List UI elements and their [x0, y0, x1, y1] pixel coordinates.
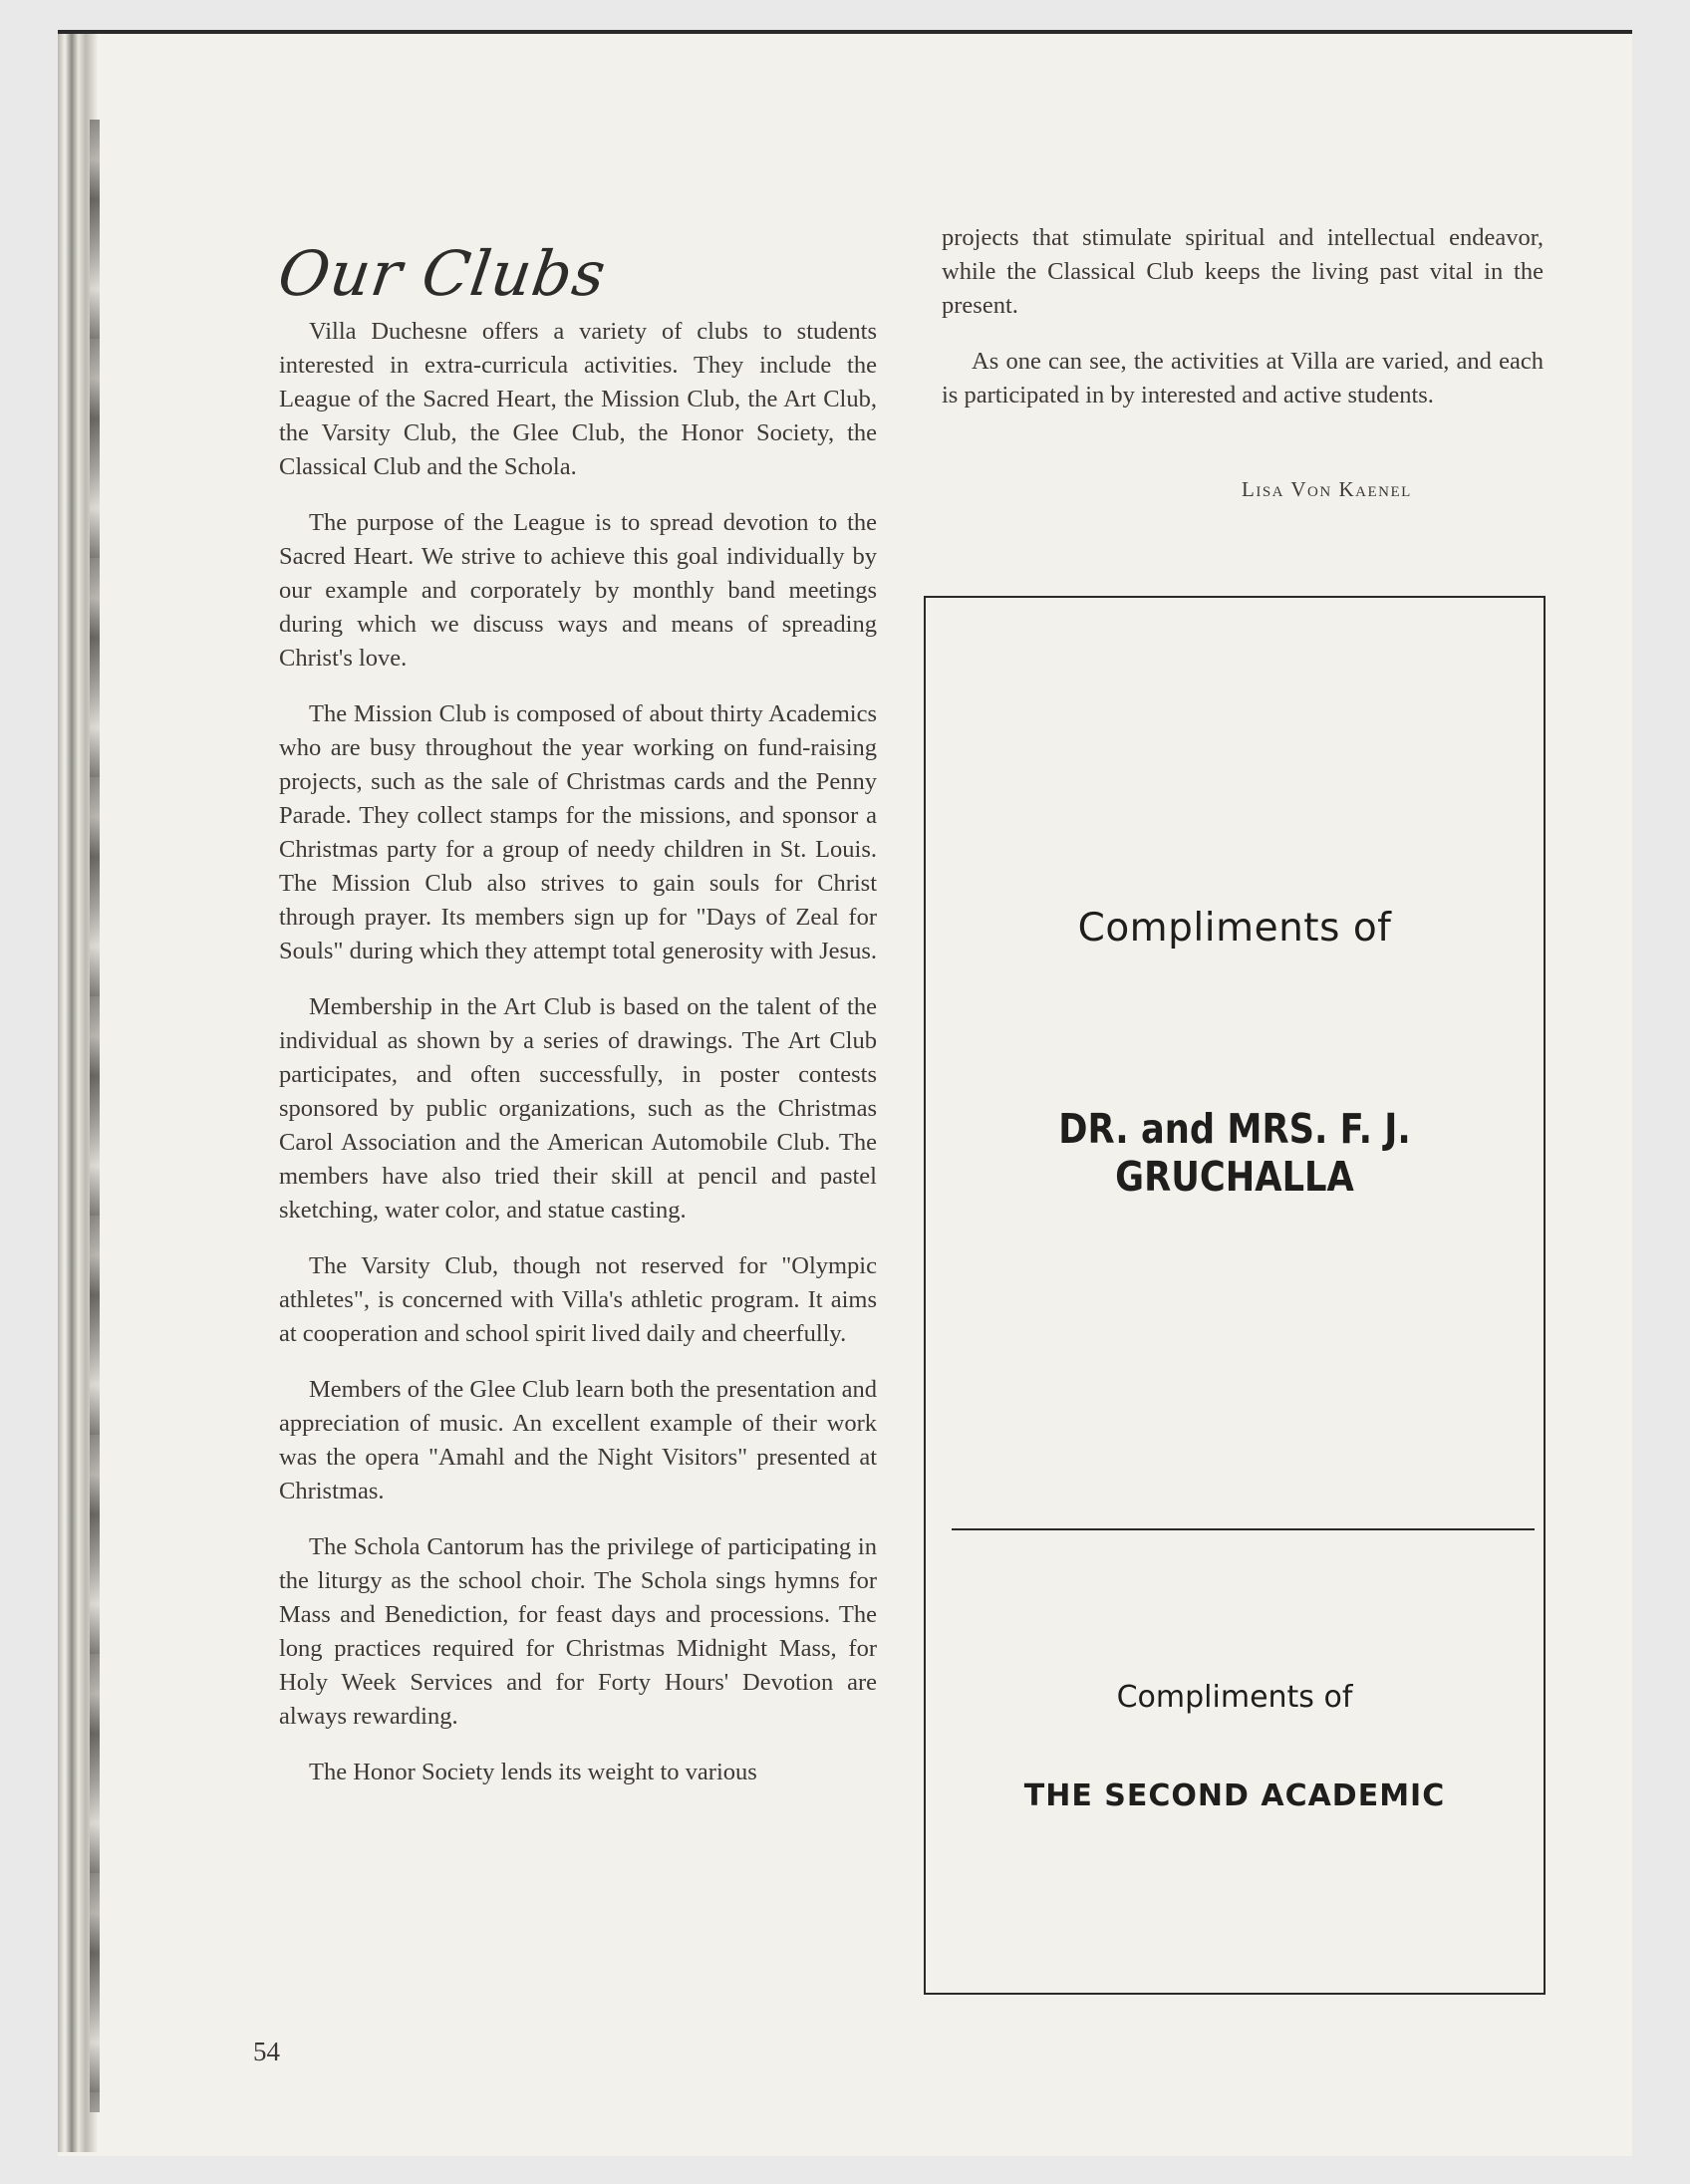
page-number: 54 — [253, 2037, 280, 2066]
paragraph-intro: Villa Duchesne offers a variety of clubs to students interested in extra-curricula activities. They include the League of the Sacred Heart, the Mission Club, the Art Club, the Varsity Club, the Glee Club, the Honor Society, the Classical Club and the Schola. — [279, 318, 877, 480]
ad-divider — [952, 1528, 1535, 1530]
ad-2-compliments: Compliments of — [1116, 1680, 1353, 1715]
ad-1-compliments: Compliments of — [1077, 906, 1392, 951]
paragraph-honor-society: The Honor Society lends its weight to various — [309, 1759, 757, 1785]
paragraph-conclusion: As one can see, the activities at Villa are varied, and each is participated in by interested and active students. — [942, 348, 1544, 409]
article-title: Our Clubs — [273, 237, 611, 310]
article-left-column — [279, 315, 877, 1811]
paragraph-league: The purpose of the League is to spread devotion to the Sacred Heart. We strive to achieve this goal individually by our example and corporately by monthly band meetings during which we discuss ways and means of spreading Christ's love. — [279, 509, 877, 672]
paragraph-glee-club: Members of the Glee Club learn both the presentation and appreciation of music. An excellent example of their work was the opera "Amahl and the Night Visitors" presented at Christmas. — [279, 1376, 877, 1504]
paragraph-schola: The Schola Cantorum has the privilege of participating in the liturgy as the school choir. The Schola sings hymns for Mass and Benediction, for feast days and processions. The long practices required for Christmas Midnight Mass, for Holy Week Services and for Forty Hours' Devotion are always rewarding. — [279, 1533, 877, 1730]
paragraph-continued: projects that stimulate spiritual and intellectual endeavor, while the Classical Club keeps the living past vital in the present. — [942, 224, 1544, 319]
ad-2-sponsor-name: THE SECOND ACADEMIC — [1023, 1778, 1446, 1813]
paragraph-art-club: Membership in the Art Club is based on the talent of the individual as shown by a series of drawings. The Art Club participates, and often successfully, in poster contests sponsored by public organizations, such as the Christmas Carol Association and the American Automobile Club. The members have also tried their skill at pencil and pastel sketching, water color, and statue casting. — [279, 993, 877, 1224]
paragraph-mission-club: The Mission Club is composed of about thirty Academics who are busy throughout the year working on fund-raising projects, such as the sale of Christmas cards and the Penny Parade. They collect stamps for the missions, and sponsor a Christmas party for a group of needy children in St. Louis. The Mission Club also strives to gain souls for Christ through prayer. Its members sign up for "Days of Zeal for Souls" during which they attempt total generosity with Jesus. — [279, 700, 877, 964]
article-author: Lisa Von Kaenel — [1242, 477, 1412, 501]
paragraph-varsity-club: The Varsity Club, though not reserved for "Olympic athletes", is concerned with Villa's athletic program. It aims at cooperation and school spirit lived daily and cheerfully. — [279, 1252, 877, 1347]
ad-1-sponsor-name: DR. and MRS. F. J. GRUCHALLA — [1058, 1105, 1411, 1201]
facing-page-edge — [90, 120, 100, 2112]
article-right-column — [942, 221, 1544, 434]
